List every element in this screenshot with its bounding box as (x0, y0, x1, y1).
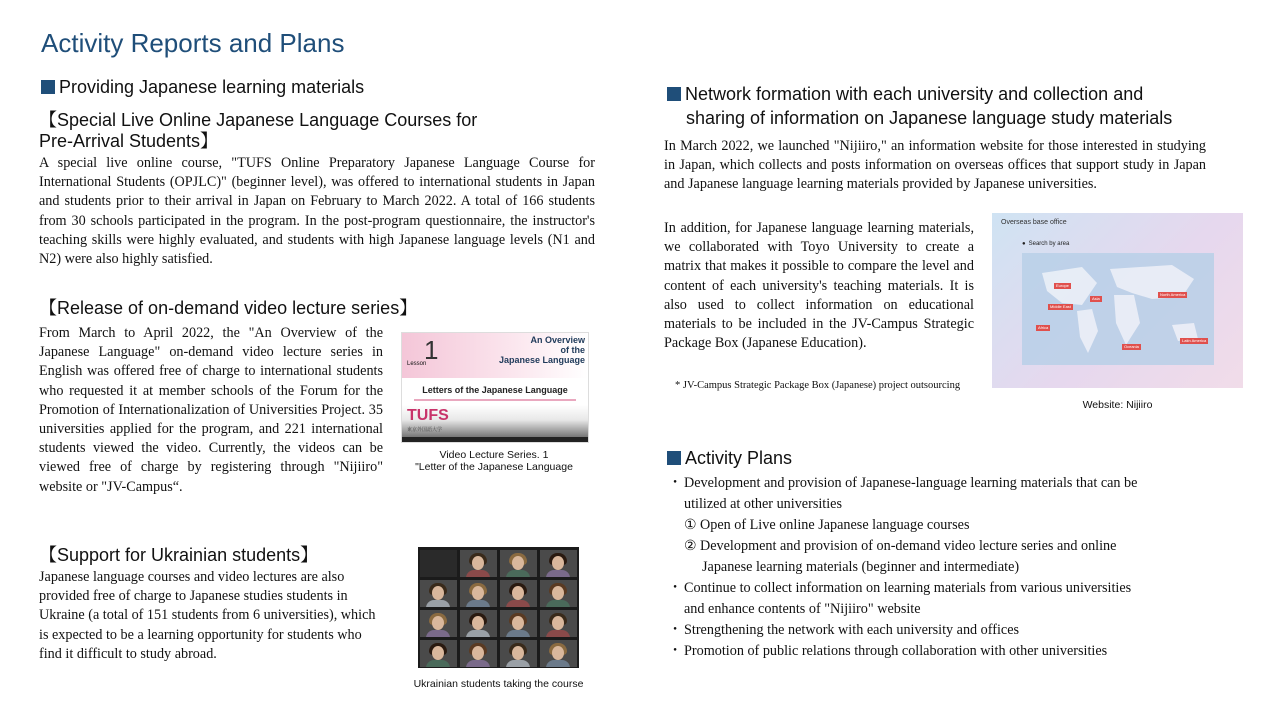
plan-item-continuation: utilized at other universities (684, 496, 842, 512)
plans-heading (667, 448, 792, 469)
map-tag-asia[interactable]: Asia (1092, 296, 1100, 301)
participant-video-tile (420, 610, 457, 637)
plan-item-text: Strengthening the network with each university and offices (684, 622, 1020, 638)
plan-item (668, 578, 1208, 620)
live-courses-heading (39, 110, 477, 152)
plan-bullet-icon: ・ (668, 475, 683, 491)
participant-video-tile (420, 580, 457, 607)
network-body-matrix: In addition, for Japanese language learning materials, we collaborated with Toyo University to create a matrix that makes it possible to compare the level and content of each university's teaching materials. It is also used to collect information on educational materials to be included in the JV-Campus Strategic Package Box (Japanese Education). (664, 220, 974, 352)
map-tag-latin-america[interactable]: Latin America (1182, 338, 1207, 343)
plan-item-continuation: Japanese learning materials (beginner and intermediate) (702, 559, 1020, 575)
plan-item-continuation: and enhance contents of "Nijiiro" website (684, 601, 921, 617)
tufs-logo: TUFS (407, 407, 449, 424)
map-tag-north-america[interactable]: North America (1160, 292, 1186, 297)
participant-video-tile (460, 610, 497, 637)
map-tag-europe[interactable]: Europe (1056, 283, 1069, 288)
plan-item (668, 473, 1208, 515)
video-caption-line2: "Letter of the Japanese Language (415, 461, 573, 473)
participant-video-tile (540, 610, 577, 637)
plan-item-text: Promotion of public relations through collaboration with other universities (684, 643, 1108, 659)
square-bullet-icon (667, 451, 681, 465)
square-bullet-icon (667, 87, 681, 101)
map-tag-oceania[interactable]: Oceania (1124, 344, 1139, 349)
tufs-logo-subtitle: 東京外国語大学 (407, 427, 443, 433)
participant-video-tile (540, 640, 577, 667)
live-courses-heading-line2: Pre-Arrival Students】 (39, 131, 219, 151)
jv-campus-note: * JV-Campus Strategic Package Box (Japanese) project outsourcing (675, 380, 961, 391)
plan-bullet-icon: ・ (668, 622, 683, 638)
plan-item-text: Development and provision of on-demand video lecture series and online (700, 538, 1117, 554)
live-courses-body: A special live online course, "TUFS Online Preparatory Japanese Language Course for International Students (OPJLC)" (beginner level), was offered to international students in Japan and students prior to their arrival in Japan on February to March 2022. A total of 166 students from 30 schools participated in the program. In the post-program questionnaire, the instructor's teaching skills were highly evaluated, and students with high Japanese language levels (N1 and N2) were also highly satisfied. (39, 155, 595, 268)
ukraine-photo-caption: Ukrainian students taking the course (413, 678, 584, 690)
network-heading-line1: Network formation with each university and collection and (685, 84, 1144, 104)
lesson-number: 1 (424, 335, 439, 365)
plan-item (668, 536, 1208, 578)
video-series-heading: 【Release of on-demand video lecture series】 (39, 298, 418, 318)
participant-video-tile (420, 640, 457, 667)
live-courses-heading-line1: 【Special Live Online Japanese Language Courses for (39, 110, 478, 130)
participant-video-tile (540, 550, 577, 577)
lesson-badge (404, 335, 439, 373)
square-bullet-icon (41, 80, 55, 94)
map-tag-africa[interactable]: Africa (1038, 325, 1049, 330)
participant-video-tile (540, 580, 577, 607)
ukraine-body: Japanese language courses and video lectures are also provided free of charge to Japanese studies students in Ukraine (a total of 151 students from 6 universities), which is expected to be a learning opportunity for students who find it difficult to study abroad. (39, 569, 376, 662)
thumbnail-divider (414, 399, 576, 401)
network-body-nijiiro: In March 2022, we launched "Nijiiro," an information website for those interested in studying in Japan, which collects and posts information on overseas offices that support study in Japan and Japanese language learning materials provided by Japanese universities. (664, 138, 1206, 193)
plans-list (668, 473, 1208, 662)
overview-line3: Japanese Language (498, 355, 585, 365)
participant-video-tile (500, 580, 537, 607)
participant-video-tile (460, 550, 497, 577)
participant-video-tile (500, 640, 537, 667)
participant-video-tile (500, 610, 537, 637)
overview-line2: of the (560, 345, 585, 355)
plan-item (668, 515, 1208, 536)
plan-number-icon: ② (684, 538, 697, 554)
map-search-by-area[interactable]: ● Search by area (1022, 241, 1069, 247)
plan-item (668, 641, 1208, 662)
ukraine-heading: 【Support for Ukrainian students】 (39, 545, 319, 565)
lesson-word: Lesson (407, 361, 427, 367)
network-heading (667, 82, 1172, 130)
ukrainian-students-photo (418, 547, 579, 668)
nijiiro-map-screenshot[interactable] (992, 213, 1243, 388)
letters-title: Letters of the Japanese Language (422, 385, 568, 395)
overview-line1: An Overview (530, 335, 585, 345)
map-tag-middle-east[interactable]: Middle East (1050, 304, 1071, 309)
plans-heading-text: Activity Plans (685, 448, 793, 468)
video-series-body: From March to April 2022, the "An Overview of the Japanese Language" on-demand video lecture series in English was offered free of charge to international students who requested it at member schools of the Forum for the Promotion of Internationalization of Universities Project. 35 universities applied for the program, and 221 international students viewed the video. Currently, the videos can be viewed free of charge by registering through "Nijiiro" website or "JV-Campus“. (39, 325, 383, 495)
plan-item-text: Open of Live online Japanese language courses (700, 517, 970, 533)
map-title: Overseas base office (1001, 219, 1067, 226)
plan-item (668, 620, 1208, 641)
participant-video-tile (500, 550, 537, 577)
plan-bullet-icon: ・ (668, 580, 683, 596)
video-lecture-thumbnail[interactable] (401, 332, 589, 443)
section-heading-materials (41, 77, 364, 98)
page-title: Activity Reports and Plans (41, 28, 345, 58)
video-caption-line1: Video Lecture Series. 1 (439, 449, 549, 461)
overview-title (499, 335, 585, 365)
participant-video-tile (420, 550, 457, 577)
section-heading-text: Providing Japanese learning materials (59, 77, 365, 97)
video-thumbnail-caption (401, 449, 587, 473)
participant-video-tile (460, 580, 497, 607)
video-player-bar[interactable] (402, 437, 588, 442)
plan-item-text: Development and provision of Japanese-language learning materials that can be (684, 475, 1138, 491)
map-caption: Website: Nijiiro (1082, 399, 1153, 411)
plan-number-icon: ① (684, 517, 697, 533)
participant-video-tile (460, 640, 497, 667)
network-heading-line2: sharing of information on Japanese language study materials (686, 108, 1173, 128)
plan-item-text: Continue to collect information on learning materials from various universities (684, 580, 1132, 596)
plan-bullet-icon: ・ (668, 643, 683, 659)
